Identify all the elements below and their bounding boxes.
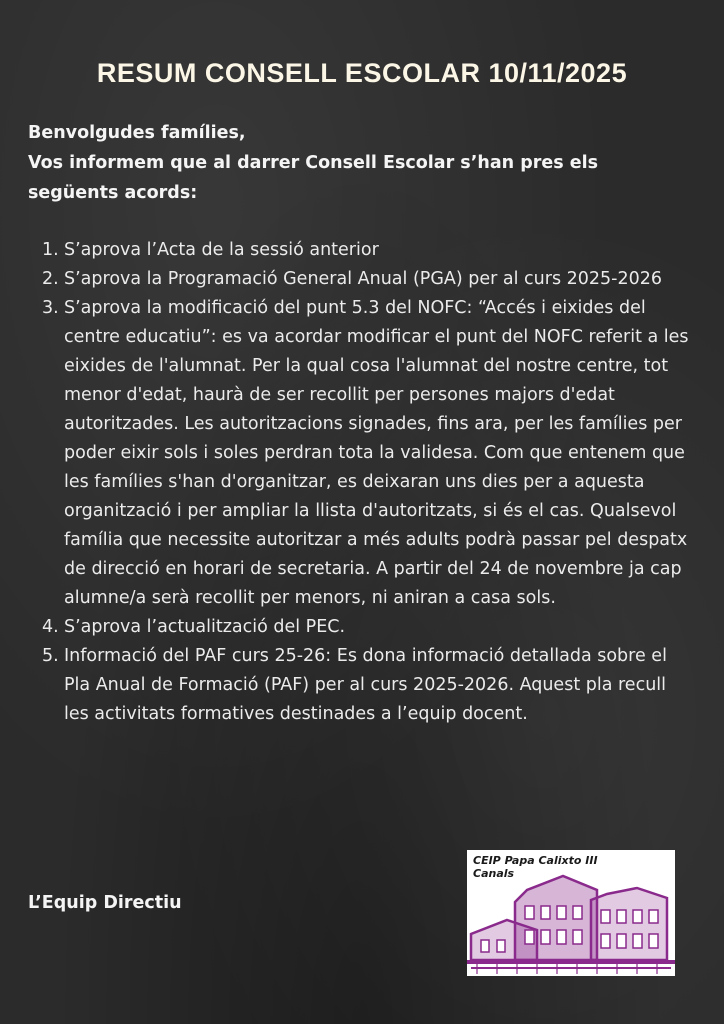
agreement-text: S’aprova l’Acta de la sessió anterior xyxy=(64,240,379,260)
school-town: Canals xyxy=(473,867,515,880)
signature: L’Equip Directiu xyxy=(28,893,182,913)
agreement-number: 1. xyxy=(42,240,59,260)
agreement-item xyxy=(42,613,692,642)
agreement-item xyxy=(42,642,692,729)
intro-line-1: Vos informem que al darrer Consell Escolar s’han pres els xyxy=(28,153,599,173)
agreement-text: S’aprova la modificació del punt 5.3 del NOFC: “Accés i eixides del centre educatiu”: es va acordar modificar el punt del NOFC referit a les eixides de l'alumnat. Per la qual cosa l'alumnat del nostre centre, tot menor d'edat, haurà de ser recollit per persones majors d'edat autoritzades. Les autoritzacions signades, fins ara, per les famílies per poder eixir sols i soles perdran tota la validesa. Com que entenem que les famílies s'han d'organitzar, es deixaran uns dies per a aquesta organització i per ampliar la llista d'autoritzats, si és el cas. Qualsevol família que necessite autoritzar a més adults podrà passar pel despatx de direcció en horari de secretaria. A partir del 24 de novembre ja cap alumne/a serà recollit per menors, ni aniran a casa sols. xyxy=(64,298,689,608)
intro-text xyxy=(28,118,698,208)
school-logo-text xyxy=(473,854,598,880)
agreement-number: 3. xyxy=(42,298,59,318)
page-title: RESUM CONSELL ESCOLAR 10/11/2025 xyxy=(96,58,628,88)
school-logo xyxy=(467,850,675,976)
agreement-number: 4. xyxy=(42,617,59,637)
agreement-item xyxy=(42,265,692,294)
agreements-list xyxy=(42,236,692,729)
intro-line-2: següents acords: xyxy=(28,183,198,203)
agreement-text: Informació del PAF curs 25-26: Es dona informació detallada sobre el Pla Anual de Formació (PAF) per al curs 2025-2026. Aquest pla recull les activitats formatives destinades a l’equip docent. xyxy=(64,646,667,724)
agreement-number: 5. xyxy=(42,646,59,666)
school-name: CEIP Papa Calixto III xyxy=(473,854,598,867)
agreement-text: S’aprova l’actualització del PEC. xyxy=(64,617,346,637)
agreement-number: 2. xyxy=(42,269,59,289)
intro-greeting: Benvolgudes famílies, xyxy=(28,123,246,143)
agreement-item xyxy=(42,236,692,265)
agreement-item xyxy=(42,294,692,613)
agreement-text: S’aprova la Programació General Anual (PGA) per al curs 2025-2026 xyxy=(64,269,663,289)
